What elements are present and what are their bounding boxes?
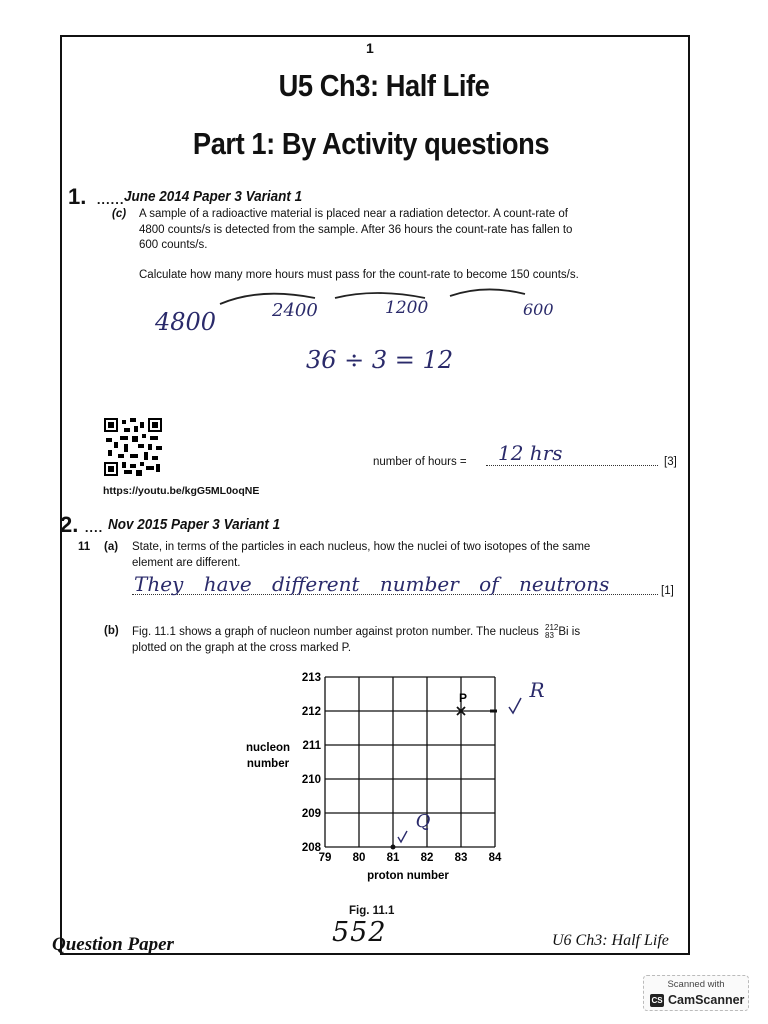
q2-a-text-line: element are different. [132,556,241,569]
q1-number: 1. [68,184,87,209]
q1-text-line: 600 counts/s. [139,239,208,251]
q1-text-line: 4800 counts/s is detected from the sample. After 36 hours the count-rate has fallen to [139,223,573,236]
q1-answer-line [486,465,658,466]
footer-page-code: 552 [332,917,387,948]
point-q-dot [391,845,396,850]
q2-part-b-label: (b) [104,625,119,637]
q1-work-value: 4800 [155,308,217,336]
q1-video-link[interactable]: https://youtu.be/kgG5ML0oqNE [103,485,260,497]
q1-text-line: A sample of a radioactive material is placed near a radiation detector. A count-rate of [139,208,568,220]
footer-chapter: U6 Ch3: Half Life [552,932,669,949]
nuclide-mass: 212 [545,623,559,632]
x-axis-label: proton number [367,870,449,882]
graph-points [391,678,545,850]
q2-b-text-1: Fig. 11.1 shows a graph of nucleon number against proton number. The nucleus [132,626,539,639]
nuclide-symbol: Bi [558,626,569,639]
page-title: U5 Ch3: Half Life [278,68,490,103]
tick-mark-icon [398,831,407,842]
point-label-q: Q [415,811,431,832]
x-tick-label: 79 [318,852,332,864]
camscanner-icon: CS [651,995,663,1005]
x-tick-labels [319,852,502,864]
page-number: 1 [366,40,374,56]
camscanner-brand [650,993,744,1007]
q1-marks: [3] [664,456,677,468]
y-tick-label: 209 [301,808,321,820]
fig-11-1-graph [230,660,570,890]
y-tick-label: 210 [301,774,321,786]
q2-a-marks: [1] [661,585,674,597]
y-tick-label: 212 [301,706,321,718]
q2-b-text-2: plotted on the graph at the cross marked P. [132,641,352,654]
q1-answer-label: number of hours = [373,456,467,468]
x-tick-label: 83 [454,852,468,864]
scanned-with-text: Scanned with [667,979,725,990]
y-axis-label-line: nucleon [245,742,291,754]
q1-dots: ...... [96,192,125,207]
point-label-r: R [529,678,545,702]
nuclide-suffix: is [568,626,581,639]
x-tick-label: 82 [420,852,434,864]
figure-caption: Fig. 11.1 [349,905,395,917]
point-label-p: P [458,691,468,705]
camscanner-label: CamScanner [668,993,745,1007]
q1-answer-value: 12 hrs [498,441,563,465]
x-tick-label: 81 [386,852,400,864]
y-tick-label: 213 [301,672,321,684]
y-tick-label: 211 [302,740,321,752]
q2-header [60,512,103,538]
graph-grid [325,677,495,847]
q1-work-calc: 36 ÷ 3 = 12 [306,346,454,374]
q2-dots: .... [84,520,104,535]
y-axis-label-line: number [246,758,290,770]
footer-question-paper: Question Paper [52,934,174,955]
q2-b-text-line-1 [132,624,692,641]
q1-heading: June 2014 Paper 3 Variant 1 [124,188,303,205]
y-tick-labels [302,672,322,854]
q2-part-a-label: (a) [104,541,119,553]
nuclide-numbers [545,624,558,640]
q1-work-value: 2400 [272,300,318,321]
camscanner-badge [643,975,749,1011]
y-tick-label: 208 [301,842,321,854]
q1-work-value: 600 [523,300,554,319]
arc-3 [450,289,525,296]
qr-code-icon [104,418,162,476]
q1-part-label: (c) [112,208,127,220]
q1-text [139,207,684,254]
q2-a-text-line: State, in terms of the particles in each nucleus, how the nuclei of two isotopes of the same [132,541,591,553]
q2-heading: Nov 2015 Paper 3 Variant 1 [108,516,281,533]
x-tick-label: 80 [352,852,366,864]
q2-part-b-text [132,624,692,656]
nuclide-atomic: 83 [545,631,554,640]
tick-mark-icon [509,698,521,713]
q2-a-answer: They have different number of neutrons [134,572,610,596]
q2-part-a-text [132,540,692,571]
q1-question: Calculate how many more hours must pass for the count-rate to become 150 counts/s. [139,269,579,281]
q2-question-number: 11 [78,541,91,553]
q1-work-value: 1200 [385,298,429,318]
q2-number: 2. [60,512,79,537]
x-tick-label: 84 [488,852,502,864]
page-subtitle: Part 1: By Activity questions [192,126,550,161]
